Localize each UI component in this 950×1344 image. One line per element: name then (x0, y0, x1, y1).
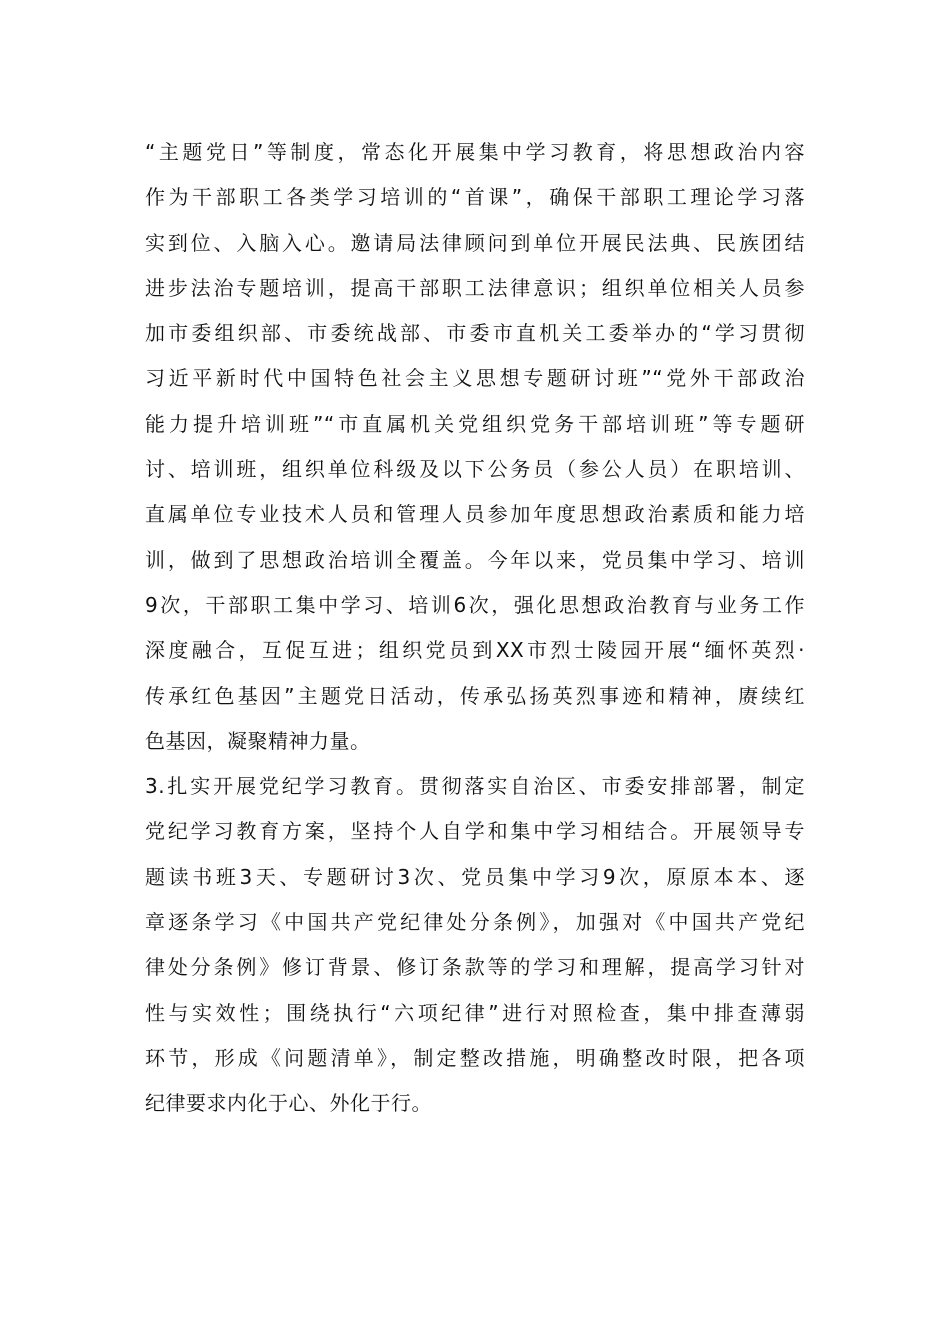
text-line: 9次，干部职工集中学习、培训6次，强化思想政治教育与业务工作 (145, 592, 805, 617)
paragraph-end-line: 纪律要求内化于心、外化于行。 (145, 1091, 432, 1116)
text-line: 性与实效性；围绕执行“六项纪律”进行对照检查，集中排查薄弱 (145, 1000, 805, 1025)
text-line: 加市委组织部、市委统战部、市委市直机关工委举办的“学习贯彻 (145, 321, 805, 346)
body-text (145, 130, 805, 1127)
text-line: 作为干部职工各类学习培训的“首课”，确保干部职工理论学习落 (145, 185, 805, 210)
text-line: 习近平新时代中国特色社会主义思想专题研讨班”“党外干部政治 (145, 366, 805, 391)
text-line: 党纪学习教育方案，坚持个人自学和集中学习相结合。开展领导专 (145, 819, 805, 844)
paragraph-end-line: 色基因，凝聚精神力量。 (145, 728, 371, 753)
text-line: 讨、培训班，组织单位科级及以下公务员（参公人员）在职培训、 (145, 457, 805, 482)
text-line: 题读书班3天、专题研讨3次、党员集中学习9次，原原本本、逐 (145, 864, 805, 889)
text-line: 训，做到了思想政治培训全覆盖。今年以来，党员集中学习、培训 (145, 547, 805, 572)
text-line: 实到位、入脑入心。邀请局法律顾问到单位开展民法典、民族团结 (145, 230, 805, 255)
text-line: 传承红色基因”主题党日活动，传承弘扬英烈事迹和精神，赓续红 (145, 683, 805, 708)
text-line: 环节，形成《问题清单》，制定整改措施，明确整改时限，把各项 (145, 1045, 805, 1070)
text-line: 深度融合，互促互进；组织党员到XX市烈士陵园开展“缅怀英烈· (145, 638, 805, 663)
section-heading-line: 3.扎实开展党纪学习教育。贯彻落实自治区、市委安排部署，制定 (145, 774, 805, 799)
text-line: 律处分条例》修订背景、修订条款等的学习和理解，提高学习针对 (145, 955, 805, 980)
text-line: 直属单位专业技术人员和管理人员参加年度思想政治素质和能力培 (145, 502, 805, 527)
text-line: “主题党日”等制度，常态化开展集中学习教育，将思想政治内容 (145, 140, 805, 164)
text-line: 进步法治专题培训，提高干部职工法律意识；组织单位相关人员参 (145, 275, 805, 300)
text-line: 章逐条学习《中国共产党纪律处分条例》，加强对《中国共产党纪 (145, 910, 805, 935)
text-line: 能力提升培训班”“市直属机关党组织党务干部培训班”等专题研 (145, 411, 805, 436)
